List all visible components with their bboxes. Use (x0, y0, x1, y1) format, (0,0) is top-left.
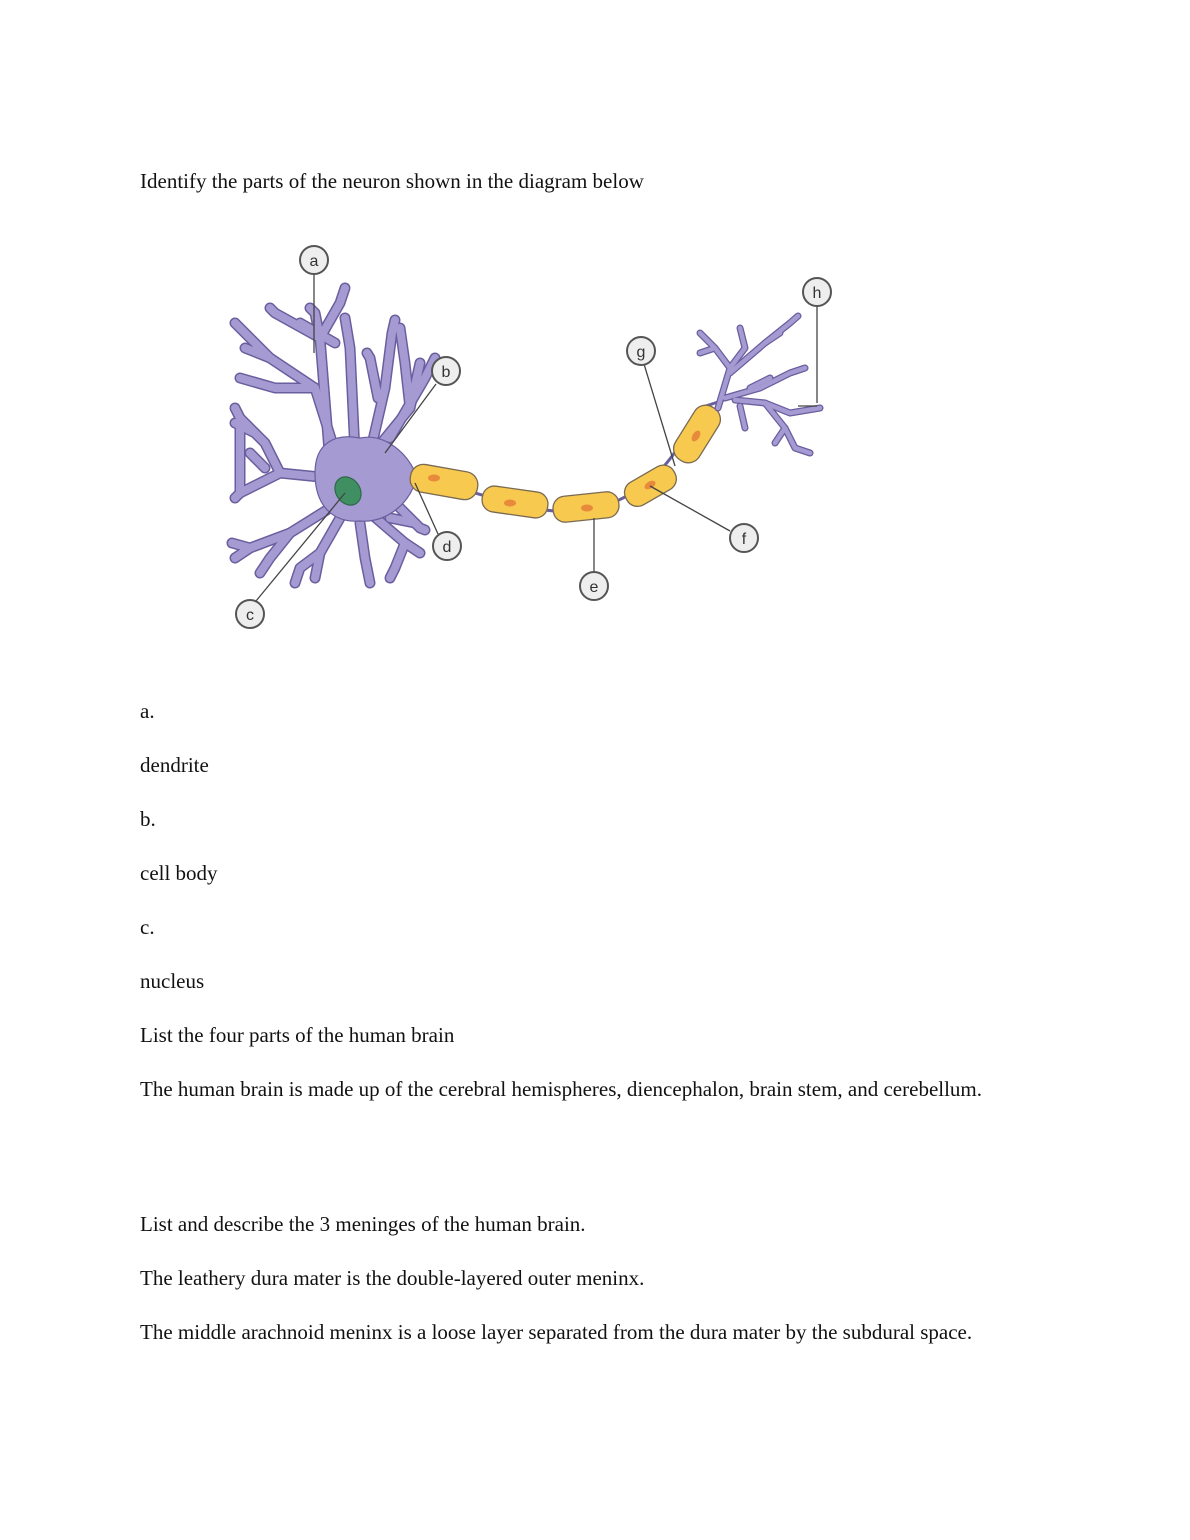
meninges-answer-2: The middle arachnoid meninx is a loose layer separated from the dura mater by the subdural space. (140, 1320, 973, 1344)
svg-text:d: d (442, 539, 452, 556)
answer-b-text: cell body (140, 861, 218, 885)
dendrites (232, 288, 435, 583)
label-b (432, 357, 460, 385)
svg-text:c: c (246, 607, 254, 624)
myelin-sheath-1 (408, 462, 480, 501)
answer-a-letter: a. (140, 699, 155, 723)
label-h (803, 278, 831, 306)
neuron-diagram (220, 238, 840, 638)
axon-terminals (700, 316, 820, 453)
label-e (580, 572, 608, 600)
svg-text:g: g (636, 344, 646, 361)
answer-c-text: nucleus (140, 969, 205, 993)
svg-text:b: b (441, 364, 451, 381)
svg-text:h: h (812, 285, 822, 302)
question-neuron-prompt: Identify the parts of the neuron shown in the diagram below (140, 169, 644, 193)
answer-a-text: dendrite (140, 753, 209, 777)
label-f (730, 524, 758, 552)
question-meninges-prompt: List and describe the 3 meninges of the human brain. (140, 1212, 586, 1236)
answer-b-letter: b. (140, 807, 156, 831)
meninges-answer-1: The leathery dura mater is the double-layered outer meninx. (140, 1266, 645, 1290)
question-brain-answer: The human brain is made up of the cerebral hemispheres, diencephalon, brain stem, and cerebellum. (140, 1077, 983, 1101)
svg-text:a: a (309, 253, 319, 270)
label-d (433, 532, 461, 560)
answer-c-letter: c. (140, 915, 155, 939)
question-brain-prompt: List the four parts of the human brain (140, 1023, 455, 1047)
svg-text:e: e (589, 579, 599, 596)
svg-text:f: f (741, 531, 747, 548)
label-a (300, 246, 328, 274)
label-c (236, 600, 264, 628)
label-g (627, 337, 655, 365)
